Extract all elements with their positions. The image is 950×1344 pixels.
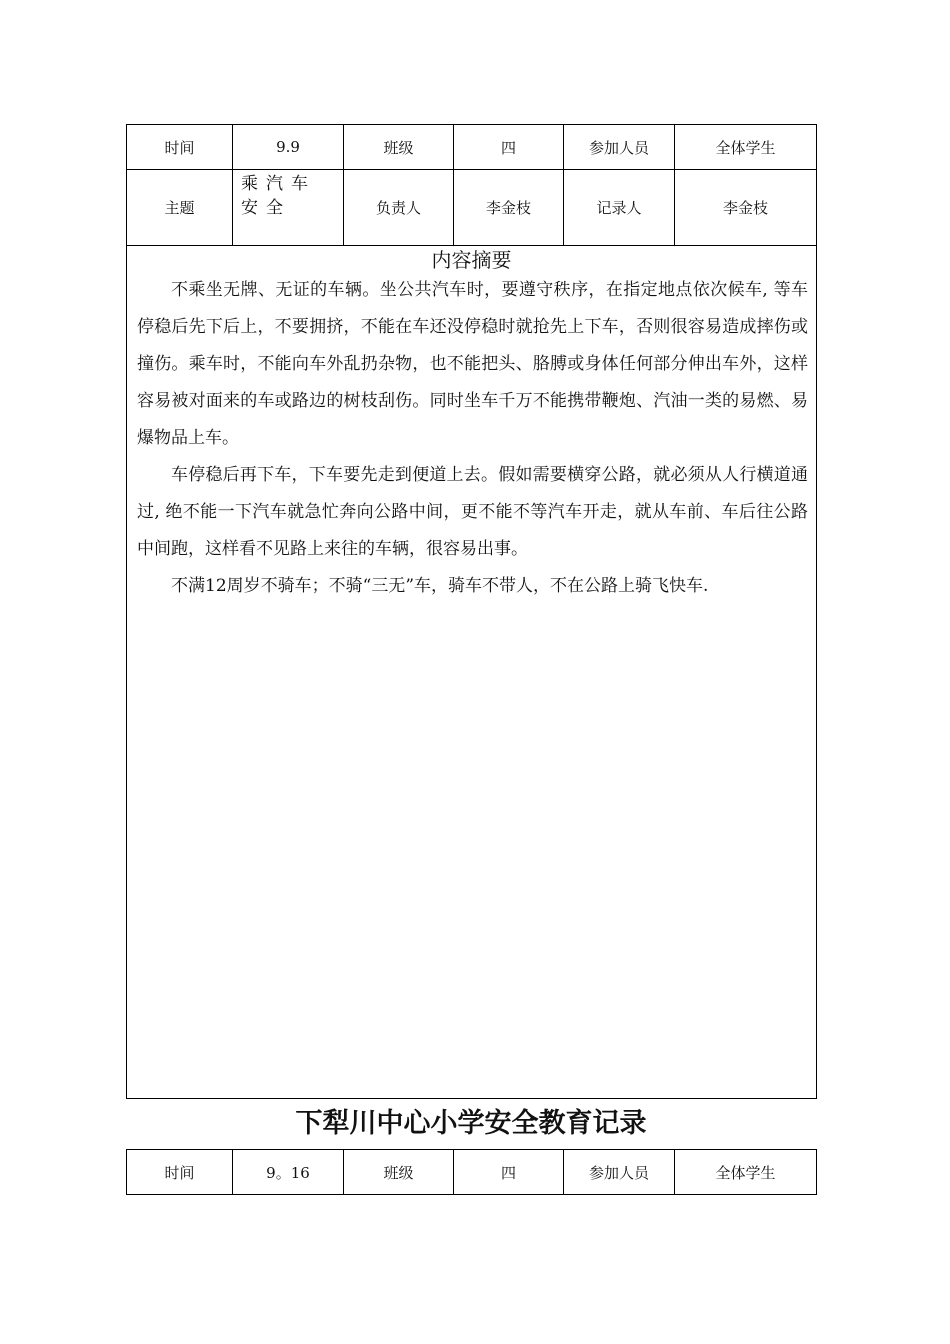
safety-record-table-2: [126, 1149, 817, 1195]
time-label: 时间: [127, 125, 233, 170]
class-value: 四: [454, 125, 564, 170]
participants-value: 全体学生: [675, 1150, 817, 1195]
participants-label: 参加人员: [564, 125, 675, 170]
time-value: 9。16: [233, 1150, 344, 1195]
document-title: 下犁川中心小学安全教育记录: [295, 1108, 647, 1139]
class-value: 四: [454, 1150, 564, 1195]
summary-paragraph-3: 不满12周岁不骑车；不骑“三无”车，骑车不带人，不在公路上骑飞快车.: [171, 576, 709, 596]
class-label: 班级: [344, 125, 454, 170]
summary-row: [127, 246, 817, 1099]
time-label: 时间: [127, 1150, 233, 1195]
summary-title: 内容摘要: [431, 248, 512, 272]
topic-value: 乘汽车安全: [233, 170, 344, 246]
summary-paragraph-1: 不乘坐无牌、无证的车辆。坐公共汽车时，要遵守秩序，在指定地点依次候车, 等车停稳后先下后上，不要拥挤，不能在车还没停稳时就抢先上下车，否则很容易造成摔伤或撞伤。乘车时，不能向车外乱扔杂物，也不能把头、胳膊或身体任何部分伸出车外，这样容易被对面来的车或路边的树枝刮伤。同时坐车千万不能携带鞭炮、汽油一类的易燃、易爆物品上车。: [137, 280, 808, 448]
class-label: 班级: [344, 1150, 454, 1195]
participants-value: 全体学生: [675, 125, 817, 170]
info-row: [127, 125, 817, 170]
participants-label: 参加人员: [564, 1150, 675, 1195]
topic-row: [127, 170, 817, 246]
recorder-value: 李金枝: [675, 170, 817, 246]
summary-cell: [127, 246, 817, 1099]
topic-label: 主题: [127, 170, 233, 246]
time-value: 9.9: [233, 125, 344, 170]
leader-label: 负责人: [344, 170, 454, 246]
recorder-label: 记录人: [564, 170, 675, 246]
summary-paragraph-2: 车停稳后再下车，下车要先走到便道上去。假如需要横穿公路，就必须从人行横道通过, 绝不能一下汽车就急忙奔向公路中间，更不能不等汽车开走，就从车前、车后往公路中间跑，这样看不见路上来往的车辆，很容易出事。: [137, 465, 808, 559]
info-row: [127, 1150, 817, 1195]
leader-value: 李金枝: [454, 170, 564, 246]
safety-record-table-1: [126, 124, 817, 1099]
